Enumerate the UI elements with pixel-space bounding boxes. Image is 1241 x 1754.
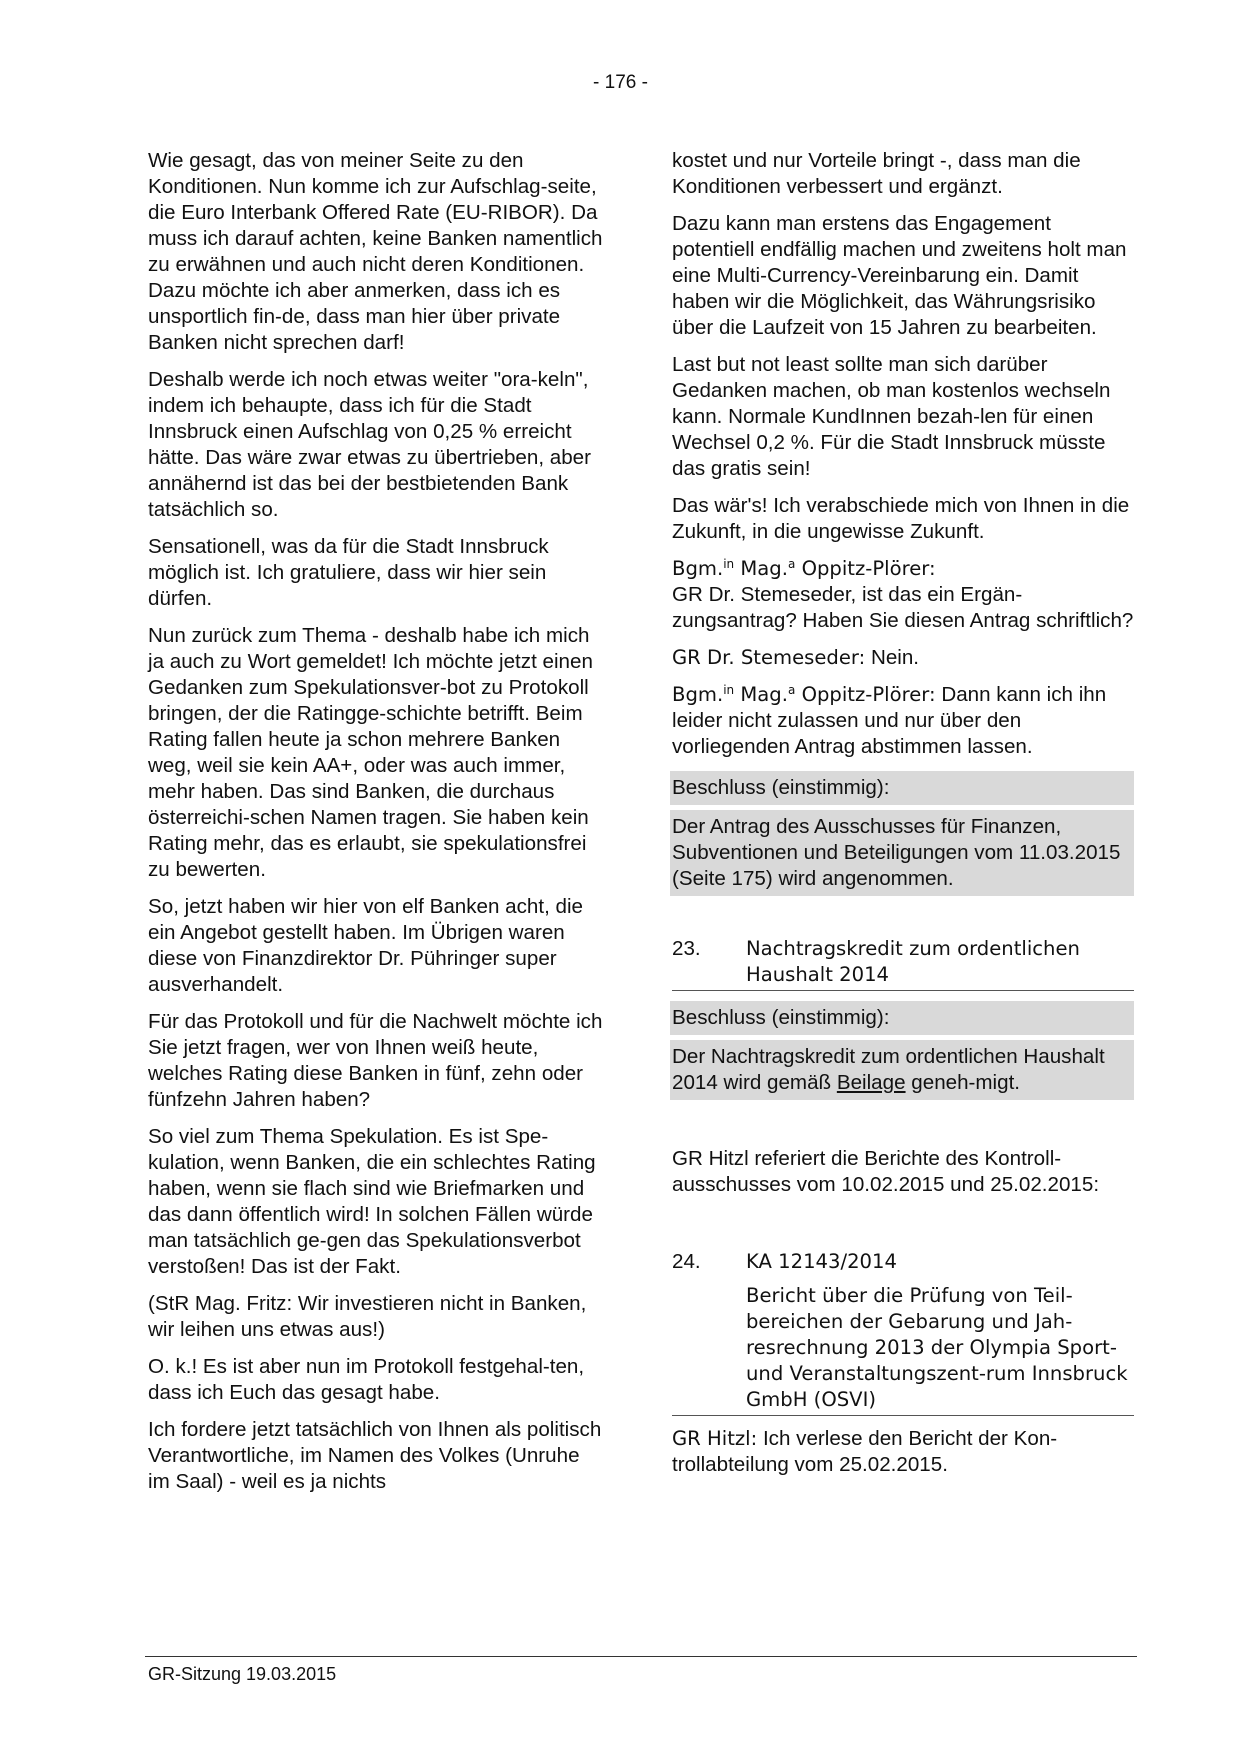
paragraph: Last but not least sollte man sich darüber Gedanken machen, ob man kostenlos wechseln kann. Normale KundInnen bezah-len für einen Wechsel 0,2 %. Für die Stadt Innsbruck müsste das gratis sein! [672, 353, 1111, 480]
agenda-item-23 [672, 936, 1134, 991]
paragraph: kostet und nur Vorteile bringt -, dass man die Konditionen verbessert und ergänzt. [672, 149, 1081, 198]
statement-text: Nein. [870, 646, 920, 669]
paragraph: Deshalb werde ich noch etwas weiter "ora-keln", indem ich behaupte, dass ich für die Stadt Innsbruck einen Aufschlag von 0,25 % erreicht hätte. Das wäre zwar etwas zu übertrieben, aber annähernd ist das bei der bestbietenden Bank tatsächlich so. [148, 368, 591, 521]
statement-text: Dann kann ich ihn leider nicht zulassen und nur über den vorliegenden Antrag abstimmen lassen. [672, 683, 1107, 758]
mayor-question [672, 556, 1134, 634]
resolution-label-box [670, 771, 1134, 805]
resolution-text-box [670, 1035, 1134, 1100]
resolution-text: Der Antrag des Ausschusses für Finanzen, Subventionen und Beteiligungen vom 11.03.2015 (Seite 175) wird angenommen. [672, 815, 1121, 890]
paragraph: O. k.! Es ist aber nun im Protokoll festgehal-ten, dass ich Euch das gesagt habe. [148, 1355, 585, 1404]
interjection: (StR Mag. Fritz: Wir investieren nicht in Banken, wir leihen uns etwas aus!) [148, 1292, 587, 1341]
agenda-title: Bericht über die Prüfung von Teil-bereichen der Gebarung und Jah-resrechnung 2013 der Olympia Sport- und Veranstaltungszent-rum Innsbruck GmbH (OSVI) [746, 1284, 1128, 1411]
paragraph: Sensationell, was da für die Stadt Innsbruck möglich ist. Ich gratuliere, dass wir hier sein dürfen. [148, 535, 549, 610]
paragraph: Das wär's! Ich verabschiede mich von Ihnen in die Zukunft, in die ungewisse Zukunft. [672, 494, 1130, 543]
paragraph: GR Hitzl referiert die Berichte des Kontroll-ausschusses vom 10.02.2015 und 25.02.2015: [672, 1147, 1100, 1196]
footer-divider [145, 1656, 1137, 1657]
speaker-hitzl: GR Hitzl: [672, 1427, 758, 1450]
paragraph: Wie gesagt, das von meiner Seite zu den Konditionen. Nun komme ich zur Aufschlag-seite, die Euro Interbank Offered Rate (EU-RIBOR). Da muss ich darauf achten, keine Banken namentlich zu erwähnen und auch nicht deren Konditionen. Dazu möchte ich aber anmerken, dass ich es unsportlich fin-de, dass man hier über private Banken nicht sprechen darf! [148, 149, 603, 354]
agenda-item-24 [672, 1249, 1134, 1416]
paragraph: Ich fordere jetzt tatsächlich von Ihnen als politisch Verantwortliche, im Namen des Volkes (Unruhe im Saal) - weil es ja nichts [148, 1418, 602, 1493]
agenda-title: Nachtragskredit zum ordentlichen Haushalt 2014 [746, 937, 1080, 986]
speaker-stemeseder: GR Dr. Stemeseder: [672, 646, 866, 669]
speaker-mayor: Bgm.$^{in}$ Mag.$^a$ Oppitz-Plörer: [672, 683, 936, 706]
stemeseder-answer [672, 645, 1134, 671]
resolution-text: Der Nachtragskredit zum ordentlichen Haushalt 2014 wird gemäß Beilage geneh-migt. [672, 1045, 1105, 1094]
speaker-mayor: Bgm.$^{in}$ Mag.$^a$ Oppitz-Plörer: [672, 557, 936, 580]
paragraph: Nun zurück zum Thema - deshalb habe ich mich ja auch zu Wort gemeldet! Ich möchte jetzt einen Gedanken zum Spekulationsver-bot zu Protokoll bringen, der die Ratingge-schichte betrifft. Beim Rating fallen heute ja schon mehrere Banken weg, weil sie kein AA+, oder was auch immer, mehr haben. Das sind Banken, die durchaus österreichi-schen Namen tragen. Sie haben kein Rating mehr, das es erlaubt, sie spekulationsfrei zu bewerten. [148, 624, 593, 881]
agenda-number: 23. [672, 937, 701, 960]
paragraph: Dazu kann man erstens das Engagement potentiell endfällig machen und zweitens holt man eine Multi-Currency-Vereinbarung ein. Damit haben wir die Möglichkeit, das Währungsrisiko über die Laufzeit von 15 Jahren zu bearbeiten. [672, 212, 1127, 339]
right-column [672, 148, 1134, 1489]
page-number: - 176 - [593, 72, 648, 93]
left-column [148, 148, 606, 1506]
paragraph: So viel zum Thema Spekulation. Es ist Spe-kulation, wenn Banken, die ein schlechtes Rating haben, wenn sie flach sind wie Briefmarken und das dann öffentlich wird! In solchen Fällen würde man tatsächlich ge-gen das Spekulationsverbot verstoßen! Das ist der Fakt. [148, 1125, 596, 1278]
mayor-reply [672, 682, 1134, 760]
agenda-reference: KA 12143/2014 [746, 1250, 897, 1273]
paragraph: Für das Protokoll und für die Nachwelt möchte ich Sie jetzt fragen, wer von Ihnen weiß heute, welches Rating diese Banken in fünf, zehn oder fünfzehn Jahren haben? [148, 1010, 603, 1111]
resolution-label-box [670, 1001, 1134, 1035]
resolution-label: Beschluss (einstimmig): [672, 776, 890, 799]
paragraph: So, jetzt haben wir hier von elf Banken acht, die ein Angebot gestellt haben. Im Übrigen waren diese von Finanzdirektor Dr. Pühringer super ausverhandelt. [148, 895, 584, 996]
resolution-text-box [670, 805, 1134, 896]
beilage-link[interactable]: Beilage [836, 1071, 906, 1094]
hitzl-statement [672, 1426, 1134, 1478]
footer: GR-Sitzung 19.03.2015 [148, 1664, 337, 1684]
statement-text: GR Dr. Stemeseder, ist das ein Ergän-zungsantrag? Haben Sie diesen Antrag schriftlich? [672, 583, 1134, 632]
resolution-label: Beschluss (einstimmig): [672, 1006, 890, 1029]
statement-text: Ich verlese den Bericht der Kon-trollabteilung vom 25.02.2015. [672, 1427, 1058, 1476]
agenda-number: 24. [672, 1250, 701, 1273]
